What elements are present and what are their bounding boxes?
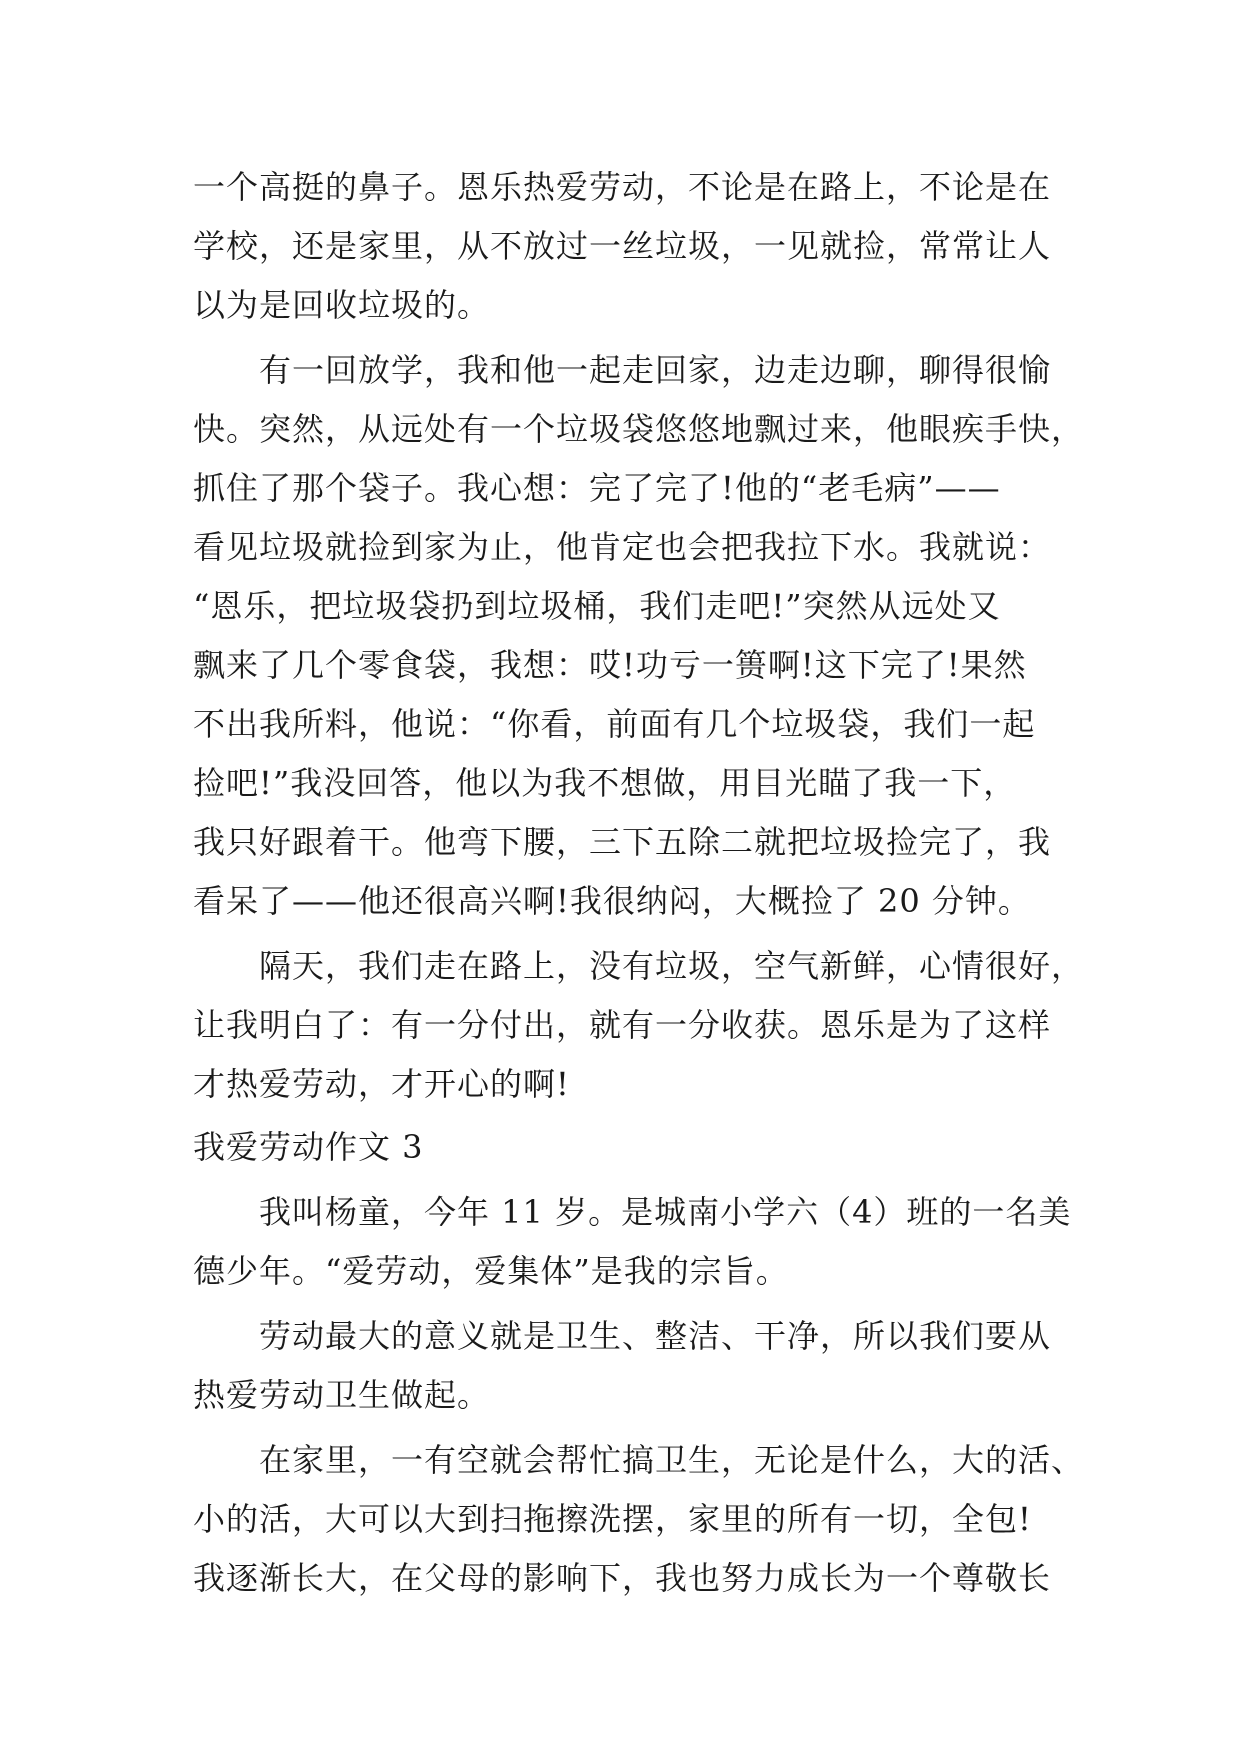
paragraph: [193, 1431, 1085, 1608]
text-line: 捡吧!”我没回答，他以为我不想做，用目光瞄了我一下，: [193, 764, 1017, 802]
text-line: 劳动最大的意义就是卫生、整洁、干净，所以我们要从: [193, 1317, 1052, 1355]
paragraph: [193, 158, 1053, 335]
text-line: 我逐渐长大，在父母的影响下，我也努力成长为一个尊敬长: [193, 1559, 1052, 1597]
text-line: 一个高挺的鼻子。恩乐热爱劳动，不论是在路上，不论是在: [193, 168, 1052, 206]
section-heading: [193, 1118, 1053, 1177]
heading-text: 我爱劳动作文 3: [193, 1128, 424, 1166]
text-line: 快。突然，从远处有一个垃圾袋悠悠地飘过来，他眼疾手快，: [193, 410, 1085, 448]
text-line: 让我明白了：有一分付出，就有一分收获。恩乐是为了这样: [193, 1006, 1052, 1044]
paragraph: [193, 937, 1085, 1114]
text-line: 看见垃圾就捡到家为止，他肯定也会把我拉下水。我就说：: [193, 528, 1052, 566]
text-line: 才热爱劳动，才开心的啊!: [193, 1065, 570, 1103]
text-line: 抓住了那个袋子。我心想：完了完了!他的“老毛病”——: [193, 469, 1001, 507]
text-line: 看呆了——他还很高兴啊!我很纳闷，大概捡了 20 分钟。: [193, 882, 1031, 920]
text-line: 以为是回收垃圾的。: [193, 286, 491, 324]
text-line: 学校，还是家里，从不放过一丝垃圾，一见就捡，常常让人: [193, 227, 1052, 265]
document-body: [193, 158, 1085, 1608]
text-line: 有一回放学，我和他一起走回家，边走边聊，聊得很愉: [193, 351, 1052, 389]
text-line: 热爱劳动卫生做起。: [193, 1376, 491, 1414]
text-line: 飘来了几个零食袋，我想：哎!功亏一篑啊!这下完了!果然: [193, 646, 1027, 684]
text-line: 德少年。“爱劳动，爱集体”是我的宗旨。: [193, 1252, 789, 1290]
text-line: 在家里，一有空就会帮忙搞卫生，无论是什么，大的活、: [193, 1441, 1085, 1479]
text-line: 我只好跟着干。他弯下腰，三下五除二就把垃圾捡完了，我: [193, 823, 1052, 861]
text-line: 隔天，我们走在路上，没有垃圾，空气新鲜，心情很好，: [193, 947, 1085, 985]
paragraph: [193, 1307, 1053, 1425]
text-line: 我叫杨童，今年 11 岁。是城南小学六（4）班的一名美: [193, 1193, 1072, 1231]
text-line: “恩乐，把垃圾袋扔到垃圾桶，我们走吧!”突然从远处又: [193, 587, 1001, 625]
text-line: 不出我所料，他说：“你看，前面有几个垃圾袋，我们一起: [193, 705, 1036, 743]
text-line: 小的活，大可以大到扫拖擦洗摆，家里的所有一切，全包!: [193, 1500, 1032, 1538]
paragraph: [193, 341, 1085, 931]
paragraph: [193, 1183, 1072, 1301]
